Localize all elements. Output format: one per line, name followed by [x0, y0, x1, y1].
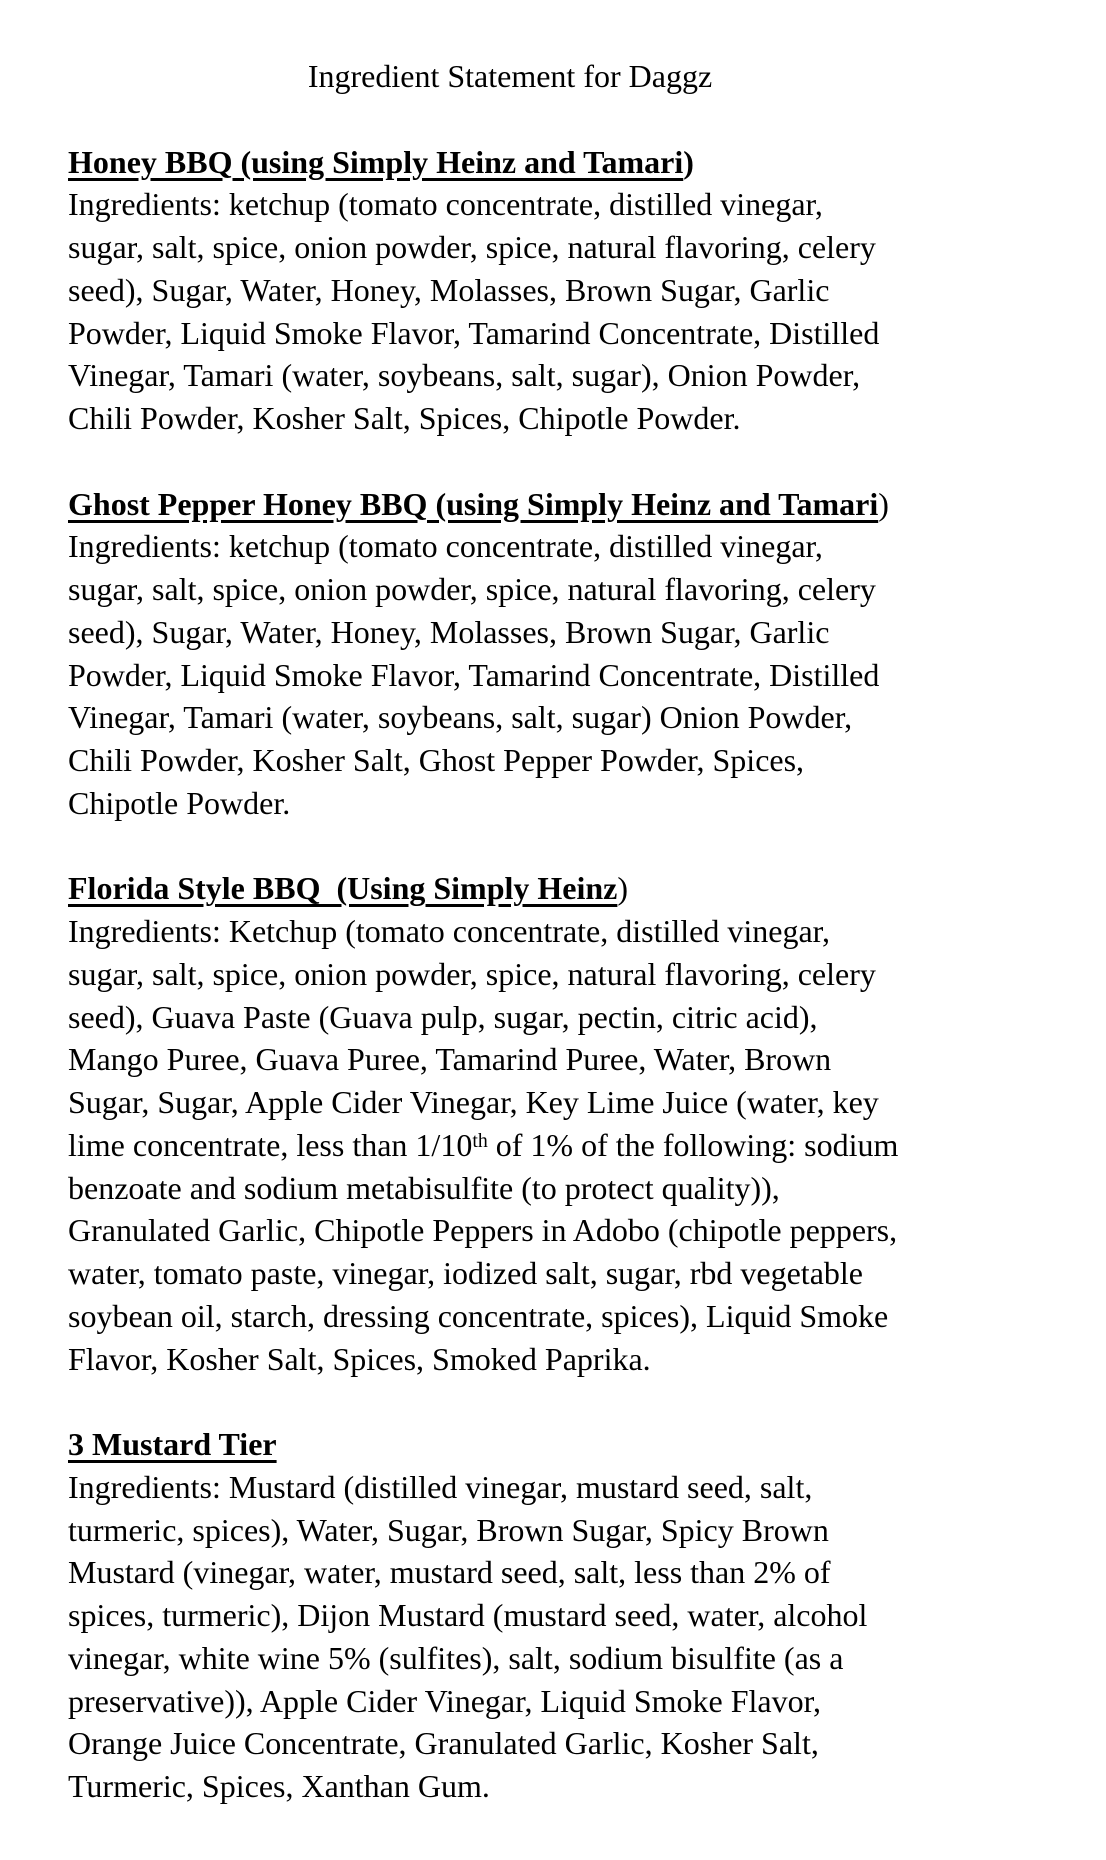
section-ghost-pepper-honey-bbq [68, 483, 1106, 825]
text-line: Granulated Garlic, Chipotle Peppers in Adobo (chipotle peppers, [68, 1212, 898, 1249]
ingredient-paragraph [68, 1466, 1106, 1808]
text-line: seed), Guava Paste (Guava pulp, sugar, pectin, citric acid), [68, 998, 818, 1035]
text-line: Vinegar, Tamari (water, soybeans, salt, sugar) Onion Powder, [68, 699, 853, 736]
text-line: Vinegar, Tamari (water, soybeans, salt, sugar), Onion Powder, [68, 357, 861, 394]
section-heading [68, 483, 1106, 526]
text-line: Chili Powder, Kosher Salt, Spices, Chipotle Powder. [68, 400, 741, 436]
text-line: spices, turmeric), Dijon Mustard (mustard seed, water, alcohol [68, 1597, 868, 1633]
text-line: Mustard (vinegar, water, mustard seed, salt, less than 2% of [68, 1554, 831, 1591]
text-line: benzoate and sodium metabisulfite (to protect quality)), [68, 1169, 780, 1206]
text-line: Powder, Liquid Smoke Flavor, Tamarind Concentrate, Distilled [68, 314, 880, 351]
text-line: sugar, salt, spice, onion powder, spice, natural flavoring, celery [68, 571, 876, 607]
text-line: Powder, Liquid Smoke Flavor, Tamarind Concentrate, Distilled [68, 656, 880, 693]
text-line: seed), Sugar, Water, Honey, Molasses, Brown Sugar, Garlic [68, 271, 830, 308]
text-line: preservative)), Apple Cider Vinegar, Liquid Smoke Flavor, [68, 1682, 821, 1719]
heading-underlined-text: Florida Style BBQ (Using Simply Heinz [68, 870, 618, 907]
text-line: Ingredients: ketchup (tomato concentrate, distilled vinegar, [68, 186, 823, 223]
section-heading [68, 1423, 1106, 1466]
superscript-th: th [472, 1129, 488, 1152]
text-line: Mango Puree, Guava Puree, Tamarind Puree, Water, Brown [68, 1041, 832, 1078]
text-line: Sugar, Sugar, Apple Cider Vinegar, Key Lime Juice (water, key [68, 1084, 879, 1120]
ingredient-paragraph [68, 525, 1106, 824]
heading-suffix: ) [878, 485, 889, 522]
section-heading [68, 867, 1106, 910]
text-line: Ingredients: Mustard (distilled vinegar, mustard seed, salt, [68, 1468, 813, 1505]
text-line: lime concentrate, less than 1/10th of 1% of the following: sodium [68, 1126, 899, 1163]
document-title: Ingredient Statement for Daggz [307, 58, 713, 94]
text-line: sugar, salt, spice, onion powder, spice, natural flavoring, celery [68, 955, 876, 992]
text-line: Turmeric, Spices, Xanthan Gum. [68, 1768, 490, 1804]
section-honey-bbq [68, 141, 1106, 440]
section-3-mustard-tier [68, 1423, 1106, 1808]
text-line: Chili Powder, Kosher Salt, Ghost Pepper Powder, Spices, [68, 742, 805, 778]
text-line: water, tomato paste, vinegar, iodized salt, sugar, rbd vegetable [68, 1255, 863, 1291]
text-line: Flavor, Kosher Salt, Spices, Smoked Paprika. [68, 1340, 651, 1377]
text-line: sugar, salt, spice, onion powder, spice, natural flavoring, celery [68, 229, 876, 265]
text-line: turmeric, spices), Water, Sugar, Brown Sugar, Spicy Brown [68, 1511, 829, 1548]
text-line: Ingredients: ketchup (tomato concentrate, distilled vinegar, [68, 528, 823, 565]
section-heading [68, 141, 1106, 184]
heading-suffix: ) [617, 870, 629, 907]
text-line: Chipotle Powder. [68, 784, 291, 821]
ingredient-paragraph [68, 183, 1106, 440]
text-line: vinegar, white wine 5% (sulfites), salt, sodium bisulfite (as a [68, 1639, 844, 1676]
section-florida-style-bbq [68, 867, 1106, 1380]
heading-suffix: ) [683, 143, 694, 180]
heading-underlined-text: Ghost Pepper Honey BBQ (using Simply Heinz and Tamari [68, 485, 879, 522]
text-line: seed), Sugar, Water, Honey, Molasses, Brown Sugar, Garlic [68, 613, 830, 650]
heading-underlined-text: Honey BBQ (using Simply Heinz and Tamari [68, 143, 684, 180]
text-line: Ingredients: Ketchup (tomato concentrate, distilled vinegar, [68, 913, 831, 949]
ingredient-paragraph [68, 910, 1106, 1380]
text-line: Orange Juice Concentrate, Granulated Garlic, Kosher Salt, [68, 1725, 819, 1762]
heading-underlined-text: 3 Mustard Tier [68, 1426, 277, 1462]
text-line: soybean oil, starch, dressing concentrate, spices), Liquid Smoke [68, 1297, 889, 1334]
